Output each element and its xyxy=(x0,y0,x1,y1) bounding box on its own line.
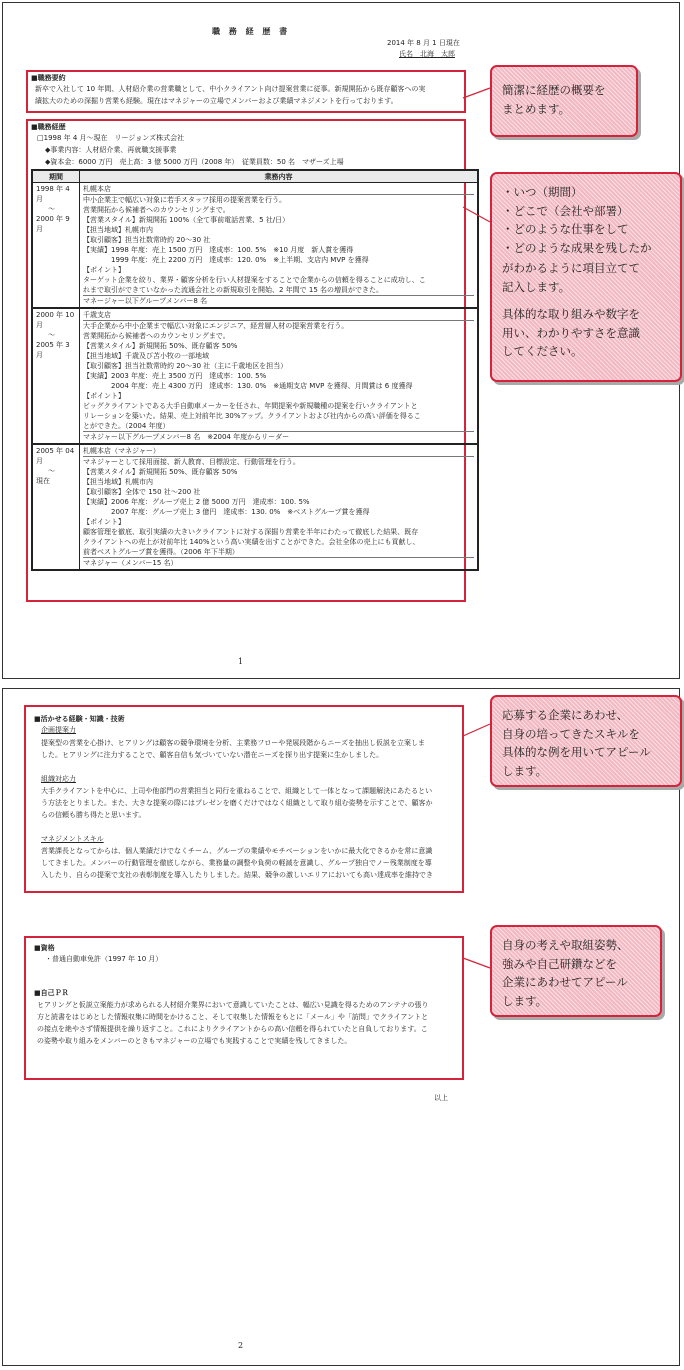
skill-title: 企画提案力 xyxy=(41,726,76,734)
skills-heading: ■活かせる経験・知識・技術 xyxy=(34,715,125,723)
page-number: 2 xyxy=(238,1341,244,1350)
callout-text: 具体的な取り組みや数字を xyxy=(502,307,640,321)
content-line: 【担当地域】千歳及び苫小牧の一部地域 xyxy=(83,352,209,360)
callout-pr xyxy=(490,925,662,1017)
table-row xyxy=(32,308,478,444)
content-line: ターゲット企業を絞り、業界・顧客分析を行い人材提案をすることで企業からの信頼を得ることに成功し、こ xyxy=(83,276,426,284)
skill-line: 営業課長となってからは、個人業績だけでなくチーム、グループの業績やモチベーションをいかに最大化できるかを常に意識 xyxy=(41,847,433,855)
table-row xyxy=(32,444,478,570)
period-text: 現在 xyxy=(36,477,50,485)
branch-name: 札幌本店（マネジャー） xyxy=(83,446,474,457)
pr-line: 方と読書をはじめとした情報収集に時間をかけること、そして収集した情報をもとに「メール」や「訪問」でクライアントと xyxy=(37,1013,429,1021)
callout-text: します。 xyxy=(502,993,548,1008)
col-content-header: 業務内容 xyxy=(80,170,479,183)
content-line: 【担当地域】札幌市内 xyxy=(83,478,153,486)
period-cell xyxy=(32,308,80,444)
content-line: 【取引顧客】担当社数常時約 20～30 社（主に千歳地区を担当） xyxy=(83,362,288,370)
content-line: 【ポイント】 xyxy=(83,392,125,400)
content-line: 【担当地域】札幌市内 xyxy=(83,226,153,234)
content-line: 【営業スタイル】新規開拓 100%（全て事前電話営業、5 社/日） xyxy=(83,216,290,224)
period-text: 2005 年 3 月 xyxy=(36,341,70,359)
callout-text: 応募する企業にあわせ、 xyxy=(502,708,629,722)
career-heading: ■職務経歴 xyxy=(31,123,66,131)
period-text: ～ xyxy=(48,205,55,213)
period-text: 2000 年 10 xyxy=(36,311,75,319)
skill-title: マネジメントスキル xyxy=(41,835,104,843)
company-line: □1998 年 4 月～現在 リージョンズ株式会社 xyxy=(37,134,185,142)
document-title: 職 務 経 歴 書 xyxy=(212,27,291,36)
period-text: 1998 年 4 月 xyxy=(36,185,70,203)
content-line: 2004 年度：売上 4300 万円 達成率：130. 0% ※通期支店 MVP を獲得、月間賞は 6 度獲得 xyxy=(83,382,413,390)
content-line: マネジャーとして採用面接、新人教育、目標設定、行動管理を行う。 xyxy=(83,458,300,466)
skill-title: 組織対応力 xyxy=(41,775,76,783)
pr-line: ヒアリングと仮説立案能力が求められる人材紹介業界において意識していたことは、幅広い見識を得るためのアンテナの張り xyxy=(37,1001,429,1009)
callout-text: 企業にあわせてアピール xyxy=(502,975,628,989)
period-text: 2000 年 9 月 xyxy=(36,215,70,233)
skill-line: した。ヒアリングに注力することで、顧客自信も気づいていない潜在ニーズを探り出す提案に生かしました。 xyxy=(41,751,384,759)
page-number: 1 xyxy=(238,657,244,666)
callout-text: 簡潔に経歴の概要を xyxy=(502,83,606,97)
content-line: 【取引顧客】全体で 150 社～200 社 xyxy=(83,488,201,496)
callout-text: 具体的な例を用いてアピール xyxy=(502,745,651,759)
content-line: 2007 年度：グループ売上 3 億円 達成率：130. 0% ※ベストグループ賞を獲得 xyxy=(83,508,370,516)
content-line: 【ポイント】 xyxy=(83,518,125,526)
col-period-header: 期間 xyxy=(32,170,80,183)
skill-line: 大手クライアントを中心に、上司や他部門の営業担当と同行を重ねることで、組織として一体となって課題解決にあたるとい xyxy=(41,787,433,795)
content-cell xyxy=(80,183,479,309)
callout-text: ・どこで（会社や部署） xyxy=(502,203,629,218)
author-name: 氏名 北海 太郎 xyxy=(399,50,455,58)
document-page-2 xyxy=(2,688,680,1366)
content-line: 前者ベストグループ賞を獲得。（2006 年下半期） xyxy=(83,547,474,558)
pr-line: の姿勢や取り組みをメンバーのときもマネジャーの立場でも実践することで実績を残してきました。 xyxy=(37,1037,352,1045)
team-line: マネージャー以下グループメンバー8 名 xyxy=(83,297,208,305)
business-line: ◆事業内容：人材紹介業、再就職支援事業 xyxy=(45,146,177,154)
callout-text: 記入します。 xyxy=(502,279,571,294)
pr-heading: ■自己ＰＲ xyxy=(34,989,69,997)
period-text: 月 xyxy=(36,457,43,465)
skill-line: してきました。メンバーの行動管理を徹底しながら、業務量の調整や負荷の軽減を意識し、グループ独自でノー残業制度を導 xyxy=(41,859,432,867)
callout-text: ・どのような成果を残したか xyxy=(502,240,652,255)
callout-text: 自身の考えや取組姿勢、 xyxy=(502,938,629,952)
content-line: とができた。（2004 年度） xyxy=(83,421,474,432)
branch-name: 千歳支店 xyxy=(83,310,474,321)
document-date: 2014 年 8 月 1 日現在 xyxy=(387,39,460,47)
capital-line: ◆資本金：6000 万円 売上高：3 億 5000 万円（2008 年） 従業員数：50 名 マザーズ上場 xyxy=(45,158,344,166)
summary-line: 新卒で入社して 10 年間、人材紹介業の営業職として、中小クライアント向け提案営業に従事。新規開拓から既存顧客への実 xyxy=(35,85,426,93)
content-cell xyxy=(80,444,479,570)
content-line: リレーションを築いた。結果、売上対前年比 30%アップ。クライアントおよび社内からの高い評価を得るこ xyxy=(83,412,421,420)
pr-line: の接点を絶やさず情報提供を繰り返すこと。これによりクライアントからの高い信頼を得られていたと自負しております。こ xyxy=(37,1025,428,1033)
content-line: 顧客管理を徹底、取引実績の大きいクライアントに対する深掘り営業を半年にわたって徹底した結果、既存 xyxy=(83,528,419,536)
content-line: ビッグクライアントである大手自動車メーカーを任され、年間提案や新規職種の提案を行いクライアントと xyxy=(83,402,418,410)
content-line: 【取引顧客】担当社数常時約 20～30 社 xyxy=(83,236,211,244)
callout-text: ・いつ（期間） xyxy=(502,185,583,199)
period-cell xyxy=(32,444,80,570)
team-line: マネジャー（メンバー15 名） xyxy=(83,559,178,567)
branch-name: 札幌本店 xyxy=(83,184,474,195)
callout-career xyxy=(490,172,682,382)
callout-text: がわかるように項目立てて xyxy=(502,261,640,275)
content-line: 営業開拓から候補者へのカウンセリングまで。 xyxy=(83,206,230,214)
content-line: 【ポイント】 xyxy=(83,266,125,274)
content-line: 中小企業主で幅広い対象に若手スタッフ採用の提案営業を行う。 xyxy=(83,196,286,204)
callout-text: してください。 xyxy=(502,344,583,358)
skill-line: 提案型の営業を心掛け、ヒアリングは顧客の競争環境を分析、主業務フローや発展段階からニーズを抽出し仮説を立案しま xyxy=(41,739,425,747)
table-row xyxy=(32,183,478,309)
content-cell xyxy=(80,308,479,444)
period-text: 月 xyxy=(36,321,43,329)
skill-line: 入したり、自らの提案で支社の表彰制度を導入したりしました。結果、競争の激しいエリアにおいても高い達成率を維持でき xyxy=(41,871,433,879)
summary-heading: ■職務要約 xyxy=(31,74,66,82)
content-line: 1999 年度：売上 2200 万円 達成率：120. 0% ※上半期、支店内 MVP を獲得 xyxy=(83,256,369,264)
team-line: マネジャー以下グループメンバー8 名 ※2004 年度からリーダー xyxy=(83,433,290,441)
content-line: クライアントへの売上が対前年比 140%という高い実績を出すことができた。会社全体の売上にも貢献し、 xyxy=(83,538,420,546)
callout-text: まとめます。 xyxy=(502,101,571,116)
content-line: 【実績】1998 年度：売上 1500 万円 達成率：100. 5% ※10 月度 新人賞を獲得 xyxy=(83,246,354,254)
content-line: 営業開拓から候補者へのカウンセリングまで。 xyxy=(83,332,230,340)
end-mark: 以上 xyxy=(434,1094,448,1102)
qualification-heading: ■資格 xyxy=(34,944,55,952)
qualification-item: ・普通自動車免許（1997 年 10 月） xyxy=(45,955,163,963)
content-line: 大手企業から中小企業まで幅広い対象にエンジニア、経営層人材の提案営業を行う。 xyxy=(83,322,349,330)
skill-line: らの信頼も勝ち得たと思います。 xyxy=(41,811,146,819)
callout-text: します。 xyxy=(502,763,548,778)
period-cell xyxy=(32,183,80,309)
summary-line: 績拡大のための深掘り営業も経験。現在はマネジャーの立場でメンバーおよび業績マネジメントを行っております。 xyxy=(35,97,398,105)
content-line: 【実績】2003 年度：売上 3500 万円 達成率：100. 5% xyxy=(83,372,267,380)
skill-line: う方法をとりました。また、大きな提案の際にはプレゼンを磨くだけではなく組織として取り組む姿勢を示すことで、顧客か xyxy=(41,799,433,807)
callout-text: 用い、わかりやすさを意識 xyxy=(502,325,640,340)
period-text: 2005 年 04 xyxy=(36,447,75,455)
content-line: 【営業スタイル】新規開拓 50%、既存顧客 50% xyxy=(83,342,238,350)
period-text: ～ xyxy=(48,467,55,475)
content-line: れまで取引ができていなかった流通会社との新規取引を開始、2 年間で 15 名の増員ができた。 xyxy=(83,285,474,296)
callout-text: ・どのような仕事をして xyxy=(502,222,629,236)
callout-summary xyxy=(490,65,638,137)
content-line: 【実績】2006 年度：グループ売上 2 億 5000 万円 達成率：100. 5% xyxy=(83,498,310,506)
content-line: 【営業スタイル】新規開拓 50%、既存顧客 50% xyxy=(83,468,238,476)
career-table xyxy=(31,169,479,571)
callout-text: 強みや自己研鑽などを xyxy=(502,956,617,971)
callout-text: 自身の培ってきたスキルを xyxy=(502,726,640,741)
period-text: ～ xyxy=(48,331,55,339)
callout-skills xyxy=(490,695,682,787)
